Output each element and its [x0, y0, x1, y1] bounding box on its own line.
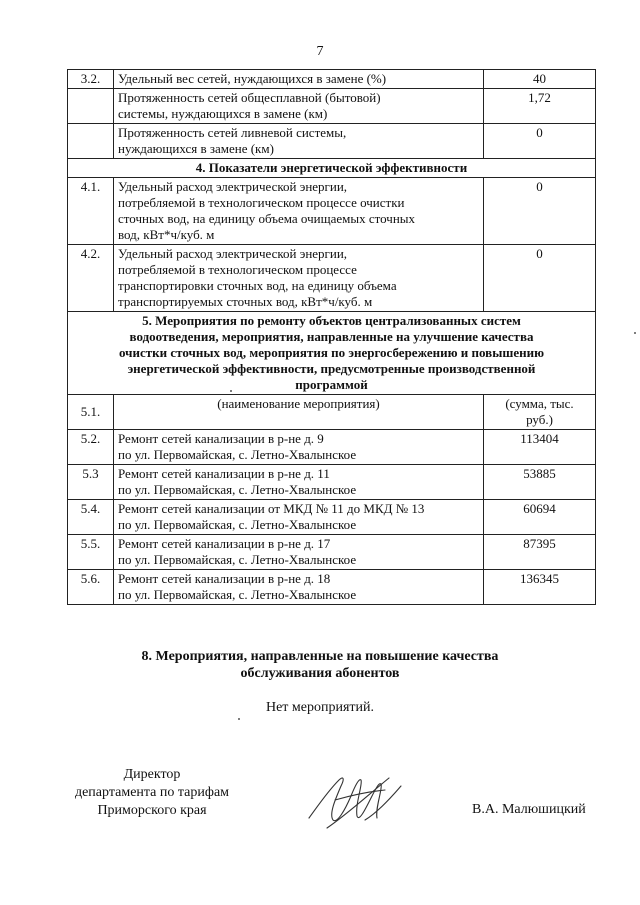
section-5-line: водоотведения, мероприятия, направленные на улучшение качества — [129, 329, 534, 344]
row-number: 5.4. — [68, 500, 114, 535]
row-number-empty — [68, 124, 114, 159]
section-header-row — [68, 159, 596, 178]
section-5-line: очистки сточных вод, мероприятия по энергосбережению и повышению — [118, 345, 544, 360]
row-value: 136345 — [484, 570, 596, 605]
row-text-line: Удельный расход электрической энергии, — [118, 246, 348, 261]
row-text-line: системы, нуждающихся в замене (км) — [118, 106, 328, 121]
signer-position-line: Приморского края — [97, 803, 207, 818]
row-text — [114, 430, 484, 465]
row-text-line: по ул. Первомайская, с. Летно-Хвалынское — [118, 447, 357, 462]
table-row — [68, 430, 596, 465]
row-text — [114, 570, 484, 605]
scan-speck — [634, 332, 636, 334]
row-number: 5.6. — [68, 570, 114, 605]
row-text-line: Ремонт сетей канализации от МКД № 11 до МКД № 13 — [118, 501, 425, 516]
section-8-body: Нет мероприятий. — [265, 700, 375, 715]
table-row — [68, 70, 596, 89]
row-number: 3.2. — [68, 70, 114, 89]
row-text-line: Ремонт сетей канализации в р-не д. 11 — [118, 466, 330, 481]
table-row — [68, 395, 596, 430]
table-row — [68, 535, 596, 570]
row-value: 0 — [484, 178, 596, 245]
row-number: 5.2. — [68, 430, 114, 465]
row-value: 60694 — [484, 500, 596, 535]
row-value: 113404 — [484, 430, 596, 465]
row-value: 53885 — [484, 465, 596, 500]
row-text — [114, 124, 484, 159]
row-text-line: потребляемой в технологическом процессе очистки — [118, 195, 405, 210]
row-text-line: транспортируемых сточных вод, кВт*ч/куб. м — [118, 294, 373, 309]
row-text-line: по ул. Первомайская, с. Летно-Хвалынское — [118, 517, 357, 532]
signer-name: В.А. Малюшицкий — [472, 802, 586, 817]
scan-speck — [230, 390, 232, 392]
row-text-line: Ремонт сетей канализации в р-не д. 17 — [118, 536, 331, 551]
row-text — [114, 535, 484, 570]
row-text: Удельный вес сетей, нуждающихся в замене (%) — [114, 70, 484, 89]
row-value-line: руб.) — [526, 412, 553, 427]
row-text — [114, 465, 484, 500]
row-number: 5.1. — [68, 395, 114, 430]
row-value — [484, 395, 596, 430]
section-5-line: программой — [295, 377, 368, 392]
row-text-line: транспортировки сточных вод, на единицу объема — [118, 278, 397, 293]
row-text: (наименование мероприятия) — [114, 395, 484, 430]
row-text-line: Ремонт сетей канализации в р-не д. 18 — [118, 571, 331, 586]
signer-position-line: Директор — [123, 767, 181, 782]
row-text-line: Протяженность сетей общесплавной (бытовой) — [118, 90, 381, 105]
row-text-line: нуждающихся в замене (км) — [118, 141, 274, 156]
scan-speck — [238, 718, 240, 720]
row-number: 5.3 — [68, 465, 114, 500]
row-value: 0 — [484, 124, 596, 159]
table-row — [68, 465, 596, 500]
indicators-table — [67, 69, 596, 605]
section-5-line: энергетической эффективности, предусмотренные производственной — [127, 361, 536, 376]
signer-position-line: департамента по тарифам — [74, 785, 230, 800]
row-text — [114, 245, 484, 312]
row-value: 87395 — [484, 535, 596, 570]
row-text — [114, 89, 484, 124]
row-value-line: (сумма, тыс. — [505, 396, 574, 411]
table-row — [68, 500, 596, 535]
table-row — [68, 178, 596, 245]
row-value: 40 — [484, 70, 596, 89]
row-text-line: сточных вод, на единицу объема очищаемых сточных — [118, 211, 416, 226]
section-8-line: обслуживания абонентов — [240, 666, 400, 681]
row-number: 4.1. — [68, 178, 114, 245]
section-8-heading — [0, 648, 640, 682]
row-text-line: по ул. Первомайская, с. Летно-Хвалынское — [118, 587, 357, 602]
row-text-line: по ул. Первомайская, с. Летно-Хвалынское — [118, 552, 357, 567]
row-value: 0 — [484, 245, 596, 312]
section-5-title — [68, 312, 596, 395]
section-5-line: 5. Мероприятия по ремонту объектов централизованных систем — [142, 313, 521, 328]
row-number: 5.5. — [68, 535, 114, 570]
table-row — [68, 570, 596, 605]
row-text-line: Ремонт сетей канализации в р-не д. 9 — [118, 431, 324, 446]
row-value: 1,72 — [484, 89, 596, 124]
signer-position — [52, 766, 252, 820]
table-row — [68, 89, 596, 124]
row-text-line: Удельный расход электрической энергии, — [118, 179, 348, 194]
page-number: 7 — [316, 44, 324, 59]
section-header-row — [68, 312, 596, 395]
section-4-title: 4. Показатели энергетической эффективности — [68, 159, 596, 178]
table-row — [68, 245, 596, 312]
row-number: 4.2. — [68, 245, 114, 312]
section-8-line: 8. Мероприятия, направленные на повышение качества — [141, 649, 499, 664]
row-text-line: потребляемой в технологическом процессе — [118, 262, 357, 277]
table-row — [68, 124, 596, 159]
row-number-empty — [68, 89, 114, 124]
handwritten-signature — [305, 770, 415, 832]
row-text — [114, 178, 484, 245]
row-text-line: Протяженность сетей ливневой системы, — [118, 125, 347, 140]
row-text-line: вод, кВт*ч/куб. м — [118, 227, 215, 242]
row-text — [114, 500, 484, 535]
row-text-line: по ул. Первомайская, с. Летно-Хвалынское — [118, 482, 357, 497]
